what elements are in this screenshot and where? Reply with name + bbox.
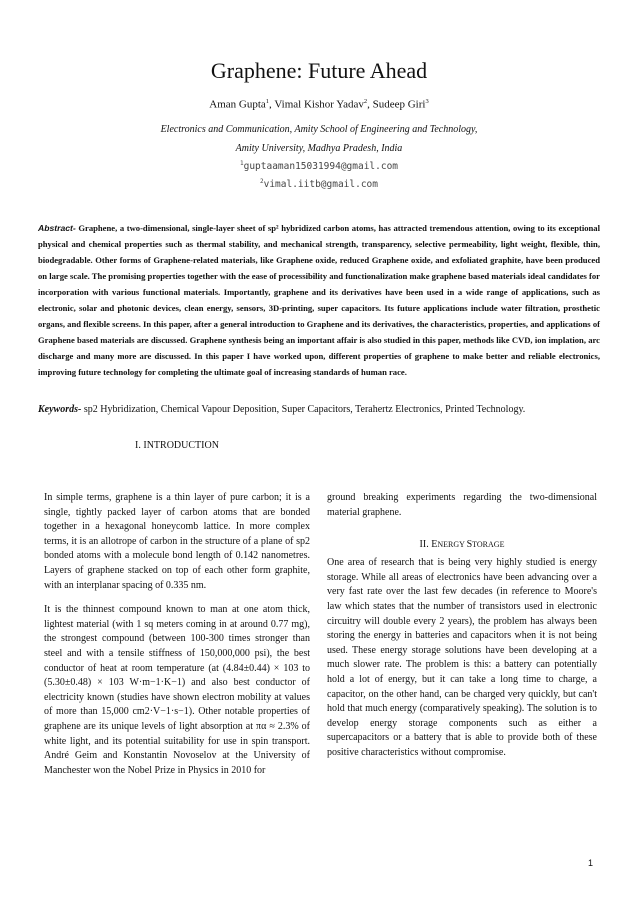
abstract-text: Graphene, a two-dimensional, single-layer sheet of sp² hybridized carbon atoms, has attracted tremendous attention, owing to its exceptional physical and chemical properties such as thermal stability, and mechanical strength, transparency, selective permeability, light weight, flexible, thin, biodegradable. Other forms of Graphene-related materials, like Graphene oxide, reduced Graphene oxide, and exfoliated graphite, have been produced on large scale. The promising properties together with the ease of processibility and functionalization make graphene based materials ideal candidates for incorporation with various functional materials. Importantly, graphene and its derivatives have been used in a wide range of applications, such as electronic, solar and photonic devices, clean energy, sensors, 3D-printing, super capacitors. Its future applications include water filtration, prosthetic organs, and flexible screens. In this paper, after a general introduction to Graphene and its derivatives, the characteristics, properties, and applications of Graphene based materials are discussed. Graphene synthesis being an important affair is also studied in this paper, methods like CVD, ion implation, arc discharge and many more are discussed. In this paper I have worked upon, different properties of graphene to make better and reliable electronics, improving future technology for completing the ultimate goal of increasing standards of human race.	[38, 223, 600, 377]
author-name: Vimal Kishor Yadav	[274, 98, 364, 111]
keywords-label: Keywords-	[38, 404, 82, 415]
heading-initial: S	[466, 539, 473, 550]
keywords	[38, 404, 600, 415]
email-text: guptaaman15031994@gmail.com	[243, 161, 399, 173]
author-sup: 3	[425, 98, 429, 105]
paper-title: Graphene: Future Ahead	[210, 58, 428, 83]
email-sup: 1	[239, 160, 244, 167]
affiliation-line: Electronics and Communication, Amity School of Engineering and Technology,	[160, 124, 478, 135]
author-email[interactable]	[0, 160, 638, 172]
author-name: Sudeep Giri	[372, 98, 426, 111]
heading-initial: E	[431, 539, 438, 550]
author-email[interactable]	[0, 178, 638, 190]
section-number: II.	[419, 539, 432, 550]
author-list: Aman Gupta$^1$, Vimal Kishor Yadav$^2$, Sudeep Giri$^3$	[209, 98, 429, 111]
email-sup: 2	[259, 178, 264, 185]
abstract-label: Abstract-	[38, 223, 76, 233]
section-heading-introduction: I. INTRODUCTION	[135, 440, 219, 451]
page-number: 1	[588, 858, 594, 868]
keywords-text: sp2 Hybridization, Chemical Vapour Deposition, Super Capacitors, Terahertz Electronics, Printed Technology.	[81, 404, 526, 415]
paragraph: ground breaking experiments regarding the two-dimensional material graphene.	[327, 492, 597, 518]
heading-smallcaps: NERGY	[437, 540, 467, 549]
paragraph: In simple terms, graphene is a thin layer of pure carbon; it is a single, tightly packed layer of carbon atoms that are bonded together in a hexagonal honeycomb lattice. In more complex terms, it is an allotrope of carbon in the structure of a plane of sp2 bonded atoms with a molecule bond length of 0.142 nanometres. Layers of graphene stacked on top of each other form graphite, with an interplanar spacing of 0.335 nm.	[44, 492, 310, 591]
paragraph: It is the thinnest compound known to man at one atom thick, lightest material (with 1 sq meters coming in at around 0.77 mg), the strongest compound (between 100-300 times stronger than steel and with a tensile stiffness of 150,000,000 psi), the best conductor of heat at room temperature (at (4.84±0.44) × 103 to (5.30±0.48) × 103 W·m−1·K−1) and also best conductor of electricity known (studies have shown electron mobility at values of more than 15,000 cm2·V−1·s−1). Other notable properties of graphene are its unique levels of light absorption at πα ≈ 2.3% of white light, and its potential suitability for use in spin transport. André Geim and Konstantin Novoselov at the University of Manchester won the Nobel Prize in Physics in 2010 for	[44, 604, 310, 776]
abstract	[38, 220, 600, 380]
right-column	[327, 491, 597, 771]
author-sup: 2	[363, 98, 368, 105]
paragraph: One area of research that is being very highly studied is energy storage. While all areas of electronics have been advancing over a very fast rate over the last few decades (in reference to Moore's law which states that the number of transistors used in electronic circuitry will double every 2 years), the problem has always been storing the energy in batteries and capacitors when it is not being used. These energy storage solutions have been developing at a much slower rate. The problem is this: a battery can potentially hold a lot of energy, but it can take a long time to charge, a capacitor, on the other hand, can be charged very quickly, but can't hold that much energy (comparatively speaking). The solution is to develop energy storage components such as either a supercapacitors or a battery that is able to provide both of these positive characteristics without compromise.	[327, 557, 597, 758]
heading-smallcaps: TORAGE	[472, 540, 505, 549]
section-heading-energy-storage	[327, 539, 597, 550]
left-column	[44, 491, 310, 788]
affiliation-line: Amity University, Madhya Pradesh, India	[235, 143, 403, 154]
email-text: vimal.iitb@gmail.com	[263, 179, 378, 191]
author-name: Aman Gupta	[209, 98, 266, 111]
author-sup: 1	[265, 98, 270, 105]
